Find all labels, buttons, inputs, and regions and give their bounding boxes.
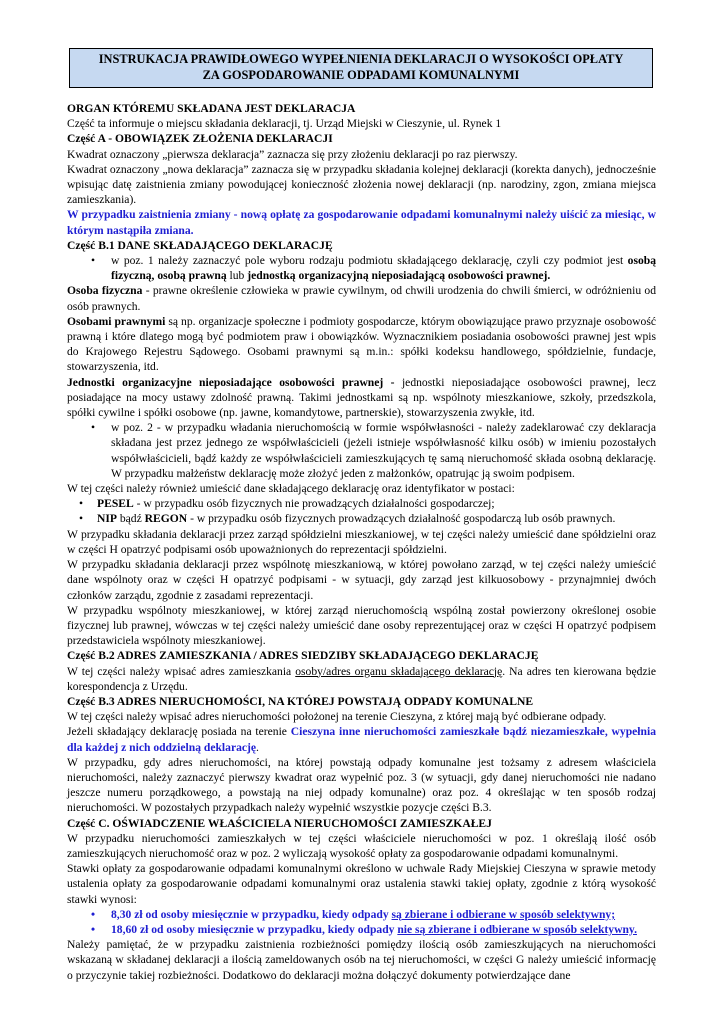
part-b3-text-1: W tej części należy wpisać adres nieruchomości położonej na terenie Cieszyna, z której mają być odbierane odpady. — [67, 710, 607, 724]
identifier-intro: W tej części należy również umieścić dane składającego deklarację oraz identyfikator w postaci: — [67, 482, 515, 496]
definition-natural-person: Osoba fizyczna - prawne określenie człowieka w prawie cywilnym, od chwili urodzenia do chwili śmierci, w odróżnieniu od osób prawnych. — [67, 284, 656, 313]
document-title-line2: ZA GOSPODAROWANIE ODPADAMI KOMUNALNYMI — [202, 68, 520, 82]
part-a-heading: Część A - OBOWIĄZEK ZŁOŻENIA DEKLARACJI — [67, 132, 333, 146]
part-c-heading: Część C. OŚWIADCZENIE WŁAŚCICIELA NIERUCHOMOŚCI ZAMIESZKAŁEJ — [67, 816, 492, 830]
part-c-text-2: Stawki opłaty za gospodarowanie odpadami komunalnymi określono w uchwale Rady Miejskiej Cieszyna w sprawie metody ustalenia opłaty za gospodarowanie odpadami komunalnymi oraz ustalenia stawki takiej opłaty, zgodnie z którą wysokość stawki wynosi: — [67, 862, 656, 906]
part-b1-community-note: W przypadku składania deklaracji przez wspólnotę mieszkaniową, w której powołano zarząd, w tej części należy umieścić dane wspólnoty oraz w części H opatrzyć podpisami - w sytuacji, gdy zarząd jest kilkuosobowy - przynajmniej dwóch członków zarządu, zgodnie z zasadami reprezentacji. — [67, 558, 656, 602]
organ-text: Część ta informuje o miejscu składania deklaracji, tj. Urząd Miejski w Cieszynie, ul. Rynek 1 — [67, 117, 502, 131]
part-a-first-declaration: Kwadrat oznaczony „pierwsza deklaracja” zaznacza się przy złożeniu deklaracji po raz pierwszy. — [67, 147, 518, 161]
bullet-icon: • — [91, 421, 96, 435]
rate-selective: • 8,30 zł od osoby miesięcznie w przypadku, kiedy odpady są zbierane i odbierane w sposób selektywny; — [91, 907, 616, 921]
bullet-icon: • — [91, 254, 96, 268]
part-c-text-3: Należy pamiętać, że w przypadku zaistnienia rozbieżności pomiędzy ilością osób zamieszkujących na nieruchomości wskazaną w składanej deklaracji a ilością zameldowanych osób na tej nieruchomości, w części G należy umieścić informację o przyczynie takiej rozbieżności. Dodatkowo do deklaracji można dołączyć dokumenty potwierdzające dane — [67, 938, 656, 982]
identifier-nip-regon: • NIP bądź REGON - w przypadku osób fizycznych prowadzących działalność gospodarczą lub osób prawnych. — [79, 512, 616, 526]
part-b3-text-2: Jeżeli składający deklarację posiada na terenie Cieszyna inne nieruchomości zamieszkałe bądź niezamieszkałe, wypełnia dla każdej z nich oddzielną deklarację. — [67, 725, 656, 754]
identifier-pesel: • PESEL - w przypadku osób fizycznych nie prowadzących działalności gospodarczej; — [79, 497, 495, 511]
part-b1-bullet-entity-type: • w poz. 1 należy zaznaczyć pole wyboru rodzaju podmiotu składającego deklarację, czyli czy podmiot jest osobą fizyczną, osobą prawną lub jednostką organizacyjną nieposiadającą osobowości prawnej. — [91, 254, 656, 283]
part-b2-text: W tej części należy wpisać adres zamieszkania osoby/adres organu składającego deklarację. Na adres ten kierowana będzie korespondencja z Urzędu. — [67, 664, 656, 693]
document-page — [67, 48, 656, 983]
part-b1-heading: Część B.1 DANE SKŁADAJĄCEGO DEKLARACJĘ — [67, 238, 333, 252]
bullet-icon: • — [91, 907, 96, 921]
part-c-text-1: W przypadku nieruchomości zamieszkałych w tej części właściciele nieruchomości w poz. 1 określają ilość osób zamieszkujących nieruchomość oraz w poz. 2 wyliczają wysokość opłaty za gospodarowanie odpadami komunalnymi. — [67, 831, 656, 860]
part-b2-heading: Część B.2 ADRES ZAMIESZKANIA / ADRES SIEDZIBY SKŁADAJĄCEGO DEKLARACJĘ — [67, 649, 539, 663]
part-b1-cooperative-note: W przypadku składania deklaracji przez zarząd spółdzielni mieszkaniowej, w tej części należy umieścić dane spółdzielni oraz w części H opatrzyć podpisami osób upoważnionych do reprezentacji spółdzielni. — [67, 527, 656, 556]
part-b1-bullet-co-ownership: • w poz. 2 - w przypadku władania nieruchomością w formie współwłasności - należy zadeklarować czy deklaracja składana jest przez jednego ze współwłaścicieli (jeżeli istnieje współwłasność kilku osób) w imieniu pozostałych współwłaścicieli, bądź każdy ze współwłaścicieli zamieszkujących tę samą nieruchomość składa osobną deklarację. W przypadku małżeństw deklarację może złożyć jeden z małżonków, opatrując ją swoim podpisem. — [91, 421, 656, 480]
definition-organizational-unit: Jednostki organizacyjne nieposiadające osobowości prawnej - jednostki nieposiadające osobowości prawnej, lecz posiadające na mocy ustawy zdolność prawną. Takimi jednostkami są np. wspólnoty mieszkaniowe, szkoły, przedszkola, spółki cywilne i spółki osobowe (np. jawne, komandytowe, partnerskie), stowarzyszenia zwykłe, itd. — [67, 375, 656, 420]
document-title-box — [69, 48, 653, 88]
part-b1-entrusted-note: W przypadku wspólnoty mieszkaniowej, w której zarząd nieruchomością wspólną został powierzony określonej osobie fizycznej lub prawnej, wówczas w tej części należy umieścić dane osoby reprezentującej oraz w części H opatrzyć podpisem przedstawiciela wspólnoty mieszkaniowej. — [67, 603, 656, 648]
bullet-icon: • — [91, 922, 96, 936]
document-title-line1: INSTRUKACJA PRAWIDŁOWEGO WYPEŁNIENIA DEKLARACJI O WYSOKOŚCI OPŁATY — [98, 52, 624, 66]
part-a-new-declaration: Kwadrat oznaczony „nowa deklaracja” zaznacza się w przypadku składania kolejnej deklaracji (korekta danych), jednocześnie wpisując datę zaistnienia zmiany powodującej konieczność złożenia nowej deklaracji (np. narodziny, zgon, zmiana miejsca zamieszkania). — [67, 162, 656, 207]
bullet-icon: • — [79, 512, 84, 526]
bullet-icon: • — [79, 497, 84, 511]
rate-non-selective: • 18,60 zł od osoby miesięcznie w przypadku, kiedy odpady nie są zbierane i odbierane w sposób selektywny. — [91, 922, 637, 936]
part-b3-heading: Część B.3 ADRES NIERUCHOMOŚCI, NA KTÓREJ POWSTAJĄ ODPADY KOMUNALNE — [67, 694, 534, 708]
organ-heading: ORGAN KTÓREMU SKŁADANA JEST DEKLARACJA — [67, 102, 356, 115]
part-b3-text-3: W przypadku, gdy adres nieruchomości, na której powstają odpady komunalne jest tożsamy z adresem właściciela nieruchomości, należy zaznaczyć pierwszy kwadrat oraz wypełnić poz. 3 (w sytuacji, gdy danej nieruchomości nie nadano jeszcze numeru porządkowego, a powstają na niej odpady komunalne) oraz poz. 4 określając w ten sposób rodzaj nieruchomości. W pozostałych przypadkach należy wypełnić wszystkie pozycje części B.3. — [67, 755, 656, 815]
definition-legal-person: Osobami prawnymi są np. organizacje społeczne i podmioty gospodarcze, którym obowiązujące prawo przyznaje osobowość prawną i które dlatego mogą być podmiotem praw i obowiązków. Wyznacznikiem posiadania osobowości prawnej jest wpis do Krajowego Rejestru Sądowego. Osobami prawnymi są m.in.: spółki kodeksu handlowego, spółdzielnie, fundacje, stowarzyszenia, itd. — [67, 314, 656, 374]
part-a-change-note: W przypadku zaistnienia zmiany - nową opłatę za gospodarowanie odpadami komunalnymi należy uiścić za miesiąc, w którym nastąpiła zmiana. — [67, 208, 656, 237]
